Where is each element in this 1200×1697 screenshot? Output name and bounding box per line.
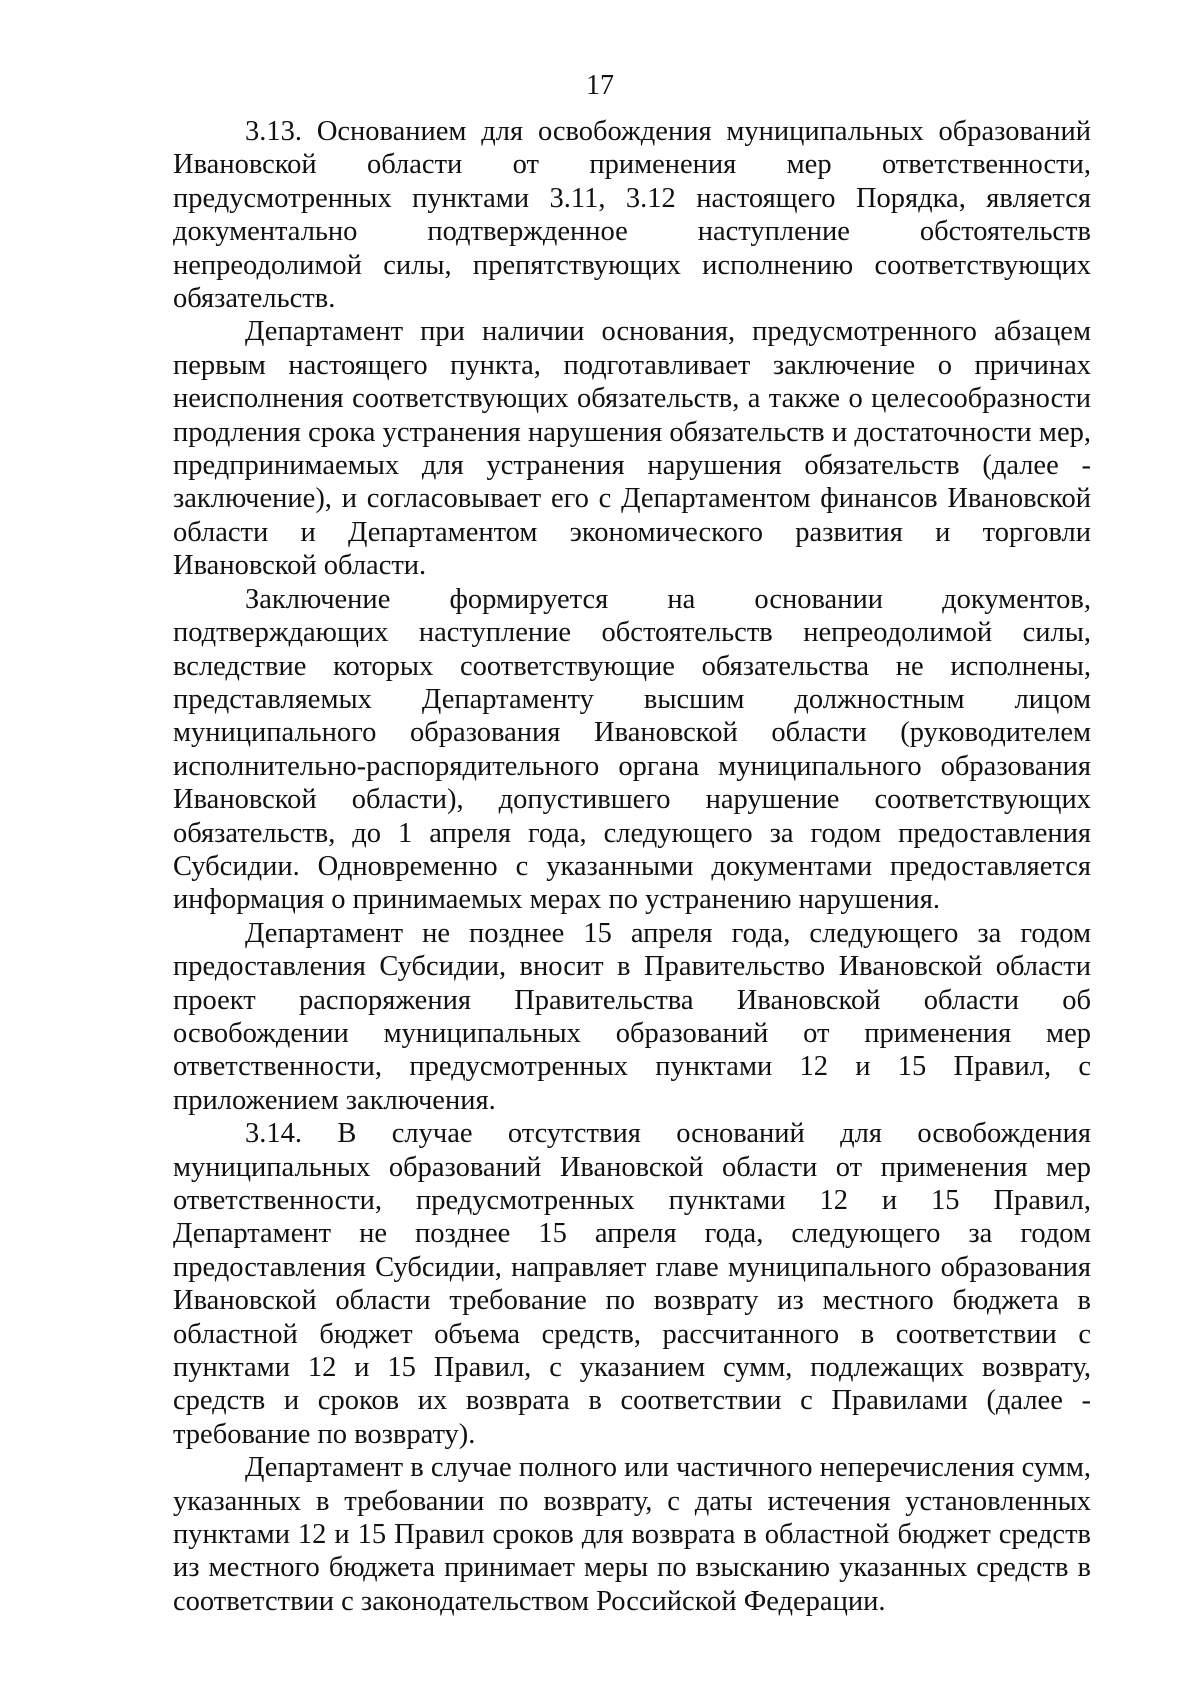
- paragraph-3-14: 3.14. В случае отсутствия оснований для освобождения муниципальных образований Ивановской области от применения мер ответственности, предусмотренных пунктами 12 и 15 Правил, Департамент не позднее 15 апреля года, следующего за годом предоставления Субсидии, направляет главе муниципального образования Ивановской области требование по возврату из местного бюджета в областной бюджет объема средств, рассчитанного в соответствии с пунктами 12 и 15 Правил, с указанием сумм, подлежащих возврату, средств и сроков их возврата в соответствии с Правилами (далее - требование по возврату).: [173, 1118, 1091, 1450]
- document-body: [173, 115, 1091, 1618]
- paragraph-conclusion-formation: Заключение формируется на основании документов, подтверждающих наступление обстоятельств непреодолимой силы, вследствие которых соответствующие обязательства не исполнены, представляемых Департаменту высшим должностным лицом муниципального образования Ивановской области (руководителем исполнительно-распорядительного органа муниципального образования Ивановской области), допустившего нарушение соответствующих обязательств, до 1 апреля года, следующего за годом предоставления Субсидии. Одновременно с указанными документами предоставляется информация о принимаемых мерах по устранению нарушения.: [173, 583, 1091, 916]
- paragraph-recovery-measures: Департамент в случае полного или частичного неперечисления сумм, указанных в требовании по возврату, с даты истечения установленных пунктами 12 и 15 Правил сроков для возврата в областной бюджет средств из местного бюджета принимает меры по взысканию указанных средств в соответствии с законодательством Российской Федерации.: [173, 1452, 1091, 1617]
- paragraph-draft-order: Департамент не позднее 15 апреля года, следующего за годом предоставления Субсидии, вносит в Правительство Ивановской области проект распоряжения Правительства Ивановской области об освобождении муниципальных образований от применения мер ответственности, предусмотренных пунктами 12 и 15 Правил, с приложением заключения.: [173, 917, 1091, 1116]
- paragraph-conclusion-preparation: Департамент при наличии основания, предусмотренного абзацем первым настоящего пункта, подготавливает заключение о причинах неисполнения соответствующих обязательств, а также о целесообразности продления срока устранения нарушения обязательств и достаточности мер, предпринимаемых для устранения нарушения обязательств (далее - заключение), и согласовывает его с Департаментом финансов Ивановской области и Департаментом экономического развития и торговли Ивановской области.: [173, 316, 1091, 582]
- page-number: 17: [586, 70, 614, 101]
- paragraph-3-13: 3.13. Основанием для освобождения муниципальных образований Ивановской области от применения мер ответственности, предусмотренных пунктами 3.11, 3.12 настоящего Порядка, является документально подтвержденное наступление обстоятельств непреодолимой силы, препятствующих исполнению соответствующих обязательств.: [173, 116, 1091, 315]
